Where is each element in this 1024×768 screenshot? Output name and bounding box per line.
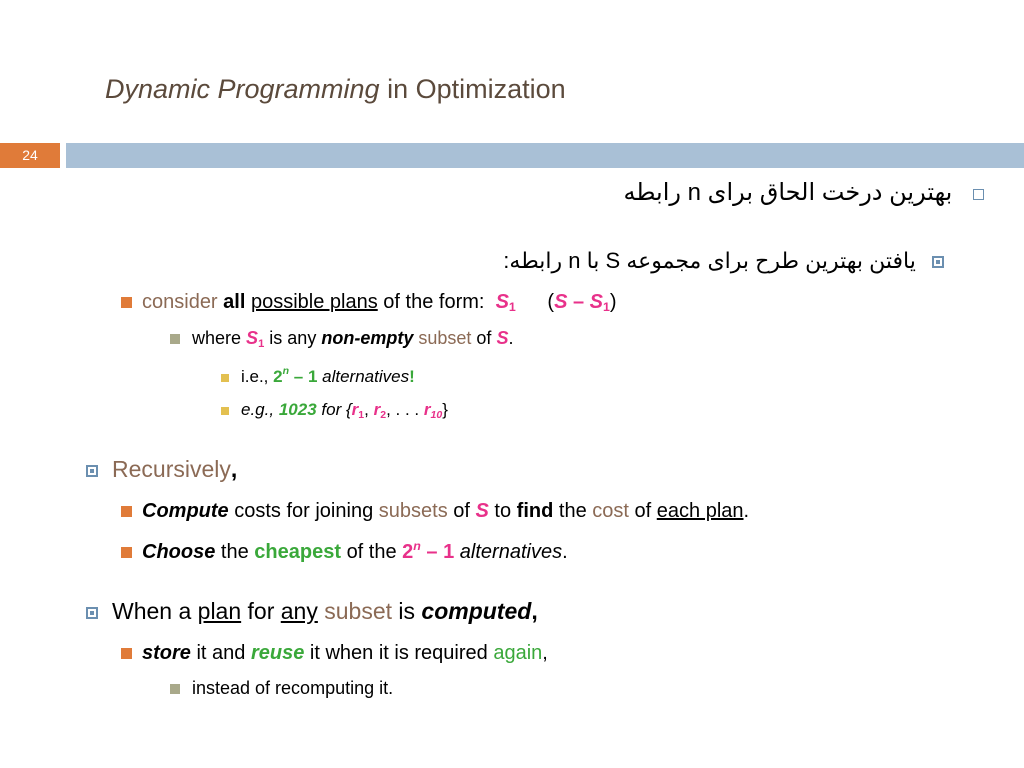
possible-plans-text: possible plans	[250, 291, 378, 313]
subset-word: subset	[324, 598, 393, 624]
recursively-word: Recursively	[112, 456, 231, 482]
ellipsis: , . . .	[386, 400, 424, 419]
r1-sub: 1	[358, 409, 365, 421]
yellow-bullet-icon	[221, 374, 229, 382]
s-symbol: S	[554, 291, 568, 313]
choose-word: Choose	[142, 541, 216, 563]
of-the-text: of the	[346, 541, 397, 563]
subset-word: subset	[418, 328, 472, 348]
of-word-2: of	[634, 500, 652, 522]
when-line	[86, 598, 538, 625]
is-word: is	[398, 598, 416, 624]
store-word: store	[142, 642, 191, 664]
compute-word: Compute	[142, 500, 229, 522]
cheapest-word: cheapest	[254, 541, 341, 563]
title-italic: Dynamic Programming	[105, 74, 380, 104]
all-word: all	[223, 291, 246, 313]
for-word: for {	[321, 400, 352, 419]
s1-symbol-2: S	[589, 291, 603, 313]
paren-close: )	[609, 291, 617, 313]
is-any-text: is any	[269, 328, 317, 348]
again-word: again	[493, 642, 543, 664]
orange-bullet-icon	[121, 547, 132, 558]
where-s: S	[496, 328, 509, 348]
period: .	[508, 328, 514, 348]
ie-line	[221, 365, 415, 387]
orange-bullet-icon	[121, 648, 132, 659]
reuse-word: reuse	[250, 642, 305, 664]
non-empty-text: non-empty	[321, 328, 414, 348]
where-word: where	[192, 328, 242, 348]
slide-number: 24	[0, 143, 60, 168]
instead-text: instead of recomputing it.	[192, 678, 394, 698]
period: .	[743, 500, 750, 522]
exponent-n: n	[413, 539, 421, 553]
when-a-text: When a	[112, 598, 192, 624]
where-s1: S	[246, 328, 259, 348]
the-word: the	[558, 500, 587, 522]
exponent-n: n	[282, 365, 290, 377]
header-bar	[66, 143, 1024, 168]
ie-word: i.e.,	[241, 367, 269, 386]
r1: r	[351, 400, 359, 419]
eg-line	[221, 400, 448, 421]
minus-one: – 1	[289, 367, 318, 386]
orange-bullet-icon	[121, 506, 132, 517]
square-bullet-icon	[86, 465, 98, 477]
alternatives-word: alternatives	[322, 367, 410, 386]
r10-sub: 10	[430, 409, 443, 421]
two-n: 2	[402, 541, 414, 563]
hollow-square-bullet-icon	[973, 189, 984, 200]
period: .	[562, 541, 568, 563]
where-line	[170, 328, 513, 350]
rtl-bullet-2	[503, 248, 944, 274]
cost-word: cost	[592, 500, 629, 522]
rtl-text-1: بهترین درخت الحاق برای n رابطه	[623, 179, 953, 206]
r10: r	[423, 400, 431, 419]
consider-word: consider	[142, 291, 218, 313]
find-word: find	[516, 500, 554, 522]
form-text: of the form:	[383, 291, 485, 313]
yellow-bullet-icon	[221, 407, 229, 415]
store-line	[121, 642, 548, 665]
subsets-word: subsets	[378, 500, 448, 522]
recursively-line	[86, 456, 237, 483]
of-word: of	[476, 328, 492, 348]
consider-line	[121, 291, 617, 314]
comma: ,	[531, 598, 538, 624]
eg-word: e.g.,	[241, 400, 275, 419]
comma: ,	[542, 642, 548, 664]
gray-bullet-icon	[170, 334, 180, 344]
r2-sub: 2	[380, 409, 387, 421]
for-word: for	[247, 598, 275, 624]
title-rest: in Optimization	[379, 74, 566, 104]
any-word: any	[280, 598, 318, 624]
s1-symbol: S	[495, 291, 509, 313]
slide-title	[105, 74, 566, 105]
gray-bullet-icon	[170, 684, 180, 694]
compute-line	[121, 500, 749, 523]
alternatives-word: alternatives	[459, 541, 563, 563]
rtl-text-2: یافتن بهترین طرح برای مجموعه S با n رابطه:	[503, 248, 916, 273]
computed-word: computed	[421, 598, 532, 624]
plan-word: plan	[197, 598, 242, 624]
s1-subscript-2: 1	[603, 300, 610, 314]
comma-1: ,	[364, 400, 374, 419]
costs-joining-text: costs for joining	[234, 500, 374, 522]
brace-close: }	[442, 400, 448, 419]
it-and-text: it and	[196, 642, 246, 664]
r2: r	[373, 400, 381, 419]
to-word: to	[494, 500, 512, 522]
rtl-bullet-1	[623, 178, 984, 207]
when-required-text: it when it is required	[309, 642, 488, 664]
where-s1-sub: 1	[258, 338, 265, 350]
each-plan-text: each plan	[656, 500, 744, 522]
orange-bullet-icon	[121, 297, 132, 308]
choose-line	[121, 539, 568, 564]
the-word: the	[220, 541, 249, 563]
exclamation: !	[409, 367, 415, 386]
square-bullet-icon	[86, 607, 98, 619]
s-symbol: S	[475, 500, 489, 522]
instead-line	[170, 678, 393, 699]
two-n: 2	[273, 367, 283, 386]
of-word: of	[453, 500, 470, 522]
minus-sign: –	[567, 291, 590, 313]
square-bullet-icon	[932, 256, 944, 268]
s1-subscript: 1	[508, 300, 516, 314]
paren-open: (	[547, 291, 555, 313]
minus-one: – 1	[420, 541, 455, 563]
count-1023: 1023	[278, 400, 317, 419]
comma: ,	[230, 456, 238, 482]
